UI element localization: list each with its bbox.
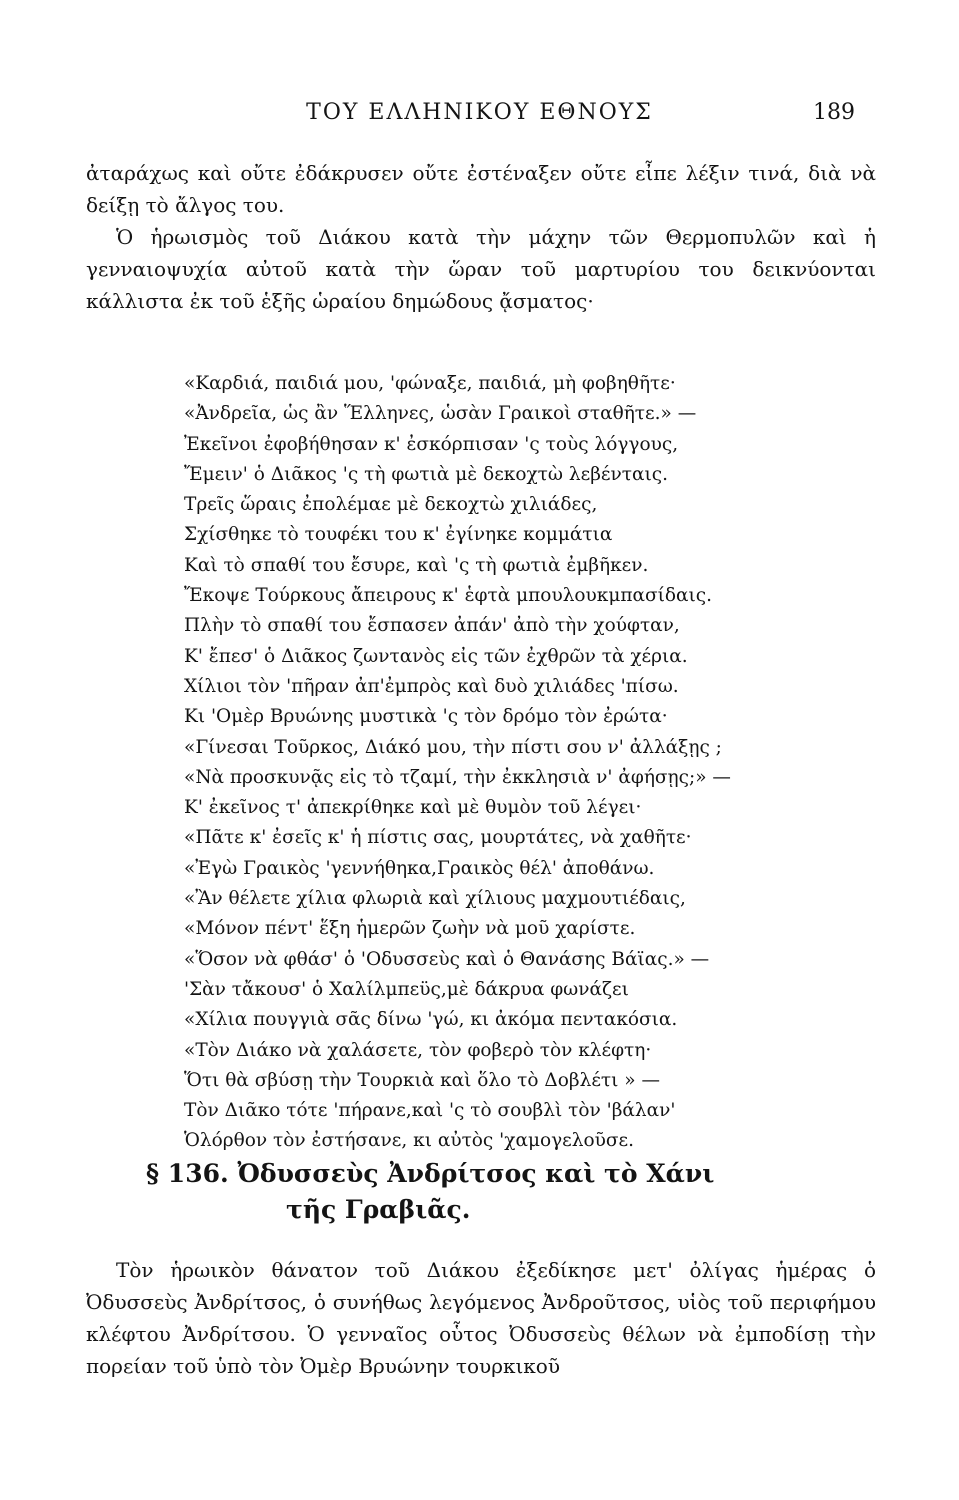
poem-line: «Ἂν θέλετε χίλια φλωριὰ καὶ χίλιους μαχμουτιέδαις,	[184, 888, 686, 910]
poem-line: Πλὴν τὸ σπαθί του ἔσπασεν ἀπάν' ἀπὸ τὴν χούφταν,	[184, 615, 680, 637]
section-symbol: §	[146, 1159, 160, 1188]
poem-line: Τὸν Διᾶκο τότε 'πήρανε,καὶ 'ς τὸ σουβλὶ τὸν 'βάλαν'	[184, 1100, 676, 1122]
section-heading	[146, 1156, 846, 1228]
intro-paragraph-2: Ὁ ἡρωισμὸς τοῦ Διάκου κατὰ τὴν μάχην τῶν Θερμοπυλῶν καὶ ἡ γενναιοψυχία αὐτοῦ κατὰ τὴν ὥραν τοῦ μαρτυρίου του δεικνύονται κάλλιστα ἐκ τοῦ ἑξῆς ὡραίου δημώδους ᾄσματος·	[86, 225, 876, 313]
poem-line: «Ἐγὼ Γραικὸς 'γεννήθηκα,Γραικὸς θέλ' ἀποθάνω.	[184, 857, 655, 879]
section-title-line-1: Ὀδυσσεὺς Ἀνδρίτσος καὶ τὸ Χάνι	[237, 1159, 715, 1188]
poem-line: Ὁλόρθον τὸν ἐστήσανε, κι αὐτὸς 'χαμογελοῦσε.	[184, 1130, 634, 1152]
intro-paragraph-1: ἀταράχως καὶ οὔτε ἐδάκρυσεν οὔτε ἐστέναξεν οὔτε εἶπε λέξιν τινά, διὰ νὰ δείξῃ τὸ ἄλγος του.	[86, 161, 876, 217]
closing-text	[86, 1254, 876, 1382]
running-head	[0, 100, 959, 136]
intro-text	[86, 157, 876, 317]
poem-line: «Τὸν Διάκο νὰ χαλάσετε, τὸν φοβερὸ τὸν κλέφτη·	[184, 1039, 652, 1061]
section-title-line-2: τῆς Γραβιᾶς.	[286, 1195, 471, 1224]
poem-line: Σχίσθηκε τὸ τουφέκι του κ' ἐγίνηκε κομμάτια	[184, 524, 613, 546]
poem-line: «Νὰ προσκυνᾷς εἰς τὸ τζαμί, τὴν ἐκκλησιὰ ν' ἀφήσῃς;» —	[184, 766, 731, 788]
running-title: ΤΟΥ ΕΛΛΗΝΙΚΟΥ ΕΘΝΟΥΣ	[306, 100, 653, 125]
poem-line: Τρεῖς ὥραις ἐπολέμαε μὲ δεκοχτὼ χιλιάδες,	[184, 494, 598, 516]
poem-line: Ὅτι θὰ σβύσῃ τὴν Τουρκιὰ καὶ ὅλο τὸ Δοβλέτι » —	[184, 1069, 661, 1091]
section-number: 136.	[167, 1159, 229, 1188]
poem-line: «Ἀνδρεῖα, ὡς ἂν Ἕλληνες, ὡσὰν Γραικοὶ σταθῆτε.» —	[184, 403, 697, 425]
poem-line: «Καρδιά, παιδιά μου, 'φώναξε, παιδιά, μὴ φοβηθῆτε·	[184, 373, 676, 394]
poem-line: «Γίνεσαι Τοῦρκος, Διάκό μου, τὴν πίστι σου ν' ἀλλάξῃς ;	[184, 736, 722, 758]
poem-line: Καὶ τὸ σπαθί του ἔσυρε, καὶ 'ς τὴ φωτιὰ ἐμβῆκεν.	[184, 554, 649, 576]
poem-line: Ἔκοψε Τούρκους ἄπειρους κ' ἑφτὰ μπουλουκμπασίδαις.	[184, 585, 713, 607]
poem-line: Κ' ἐκεῖνος τ' ἀπεκρίθηκε καὶ μὲ θυμὸν τοῦ λέγει·	[184, 797, 642, 819]
poem-line: «Ὅσον νὰ φθάσ' ὁ 'Οδυσσεὺς καὶ ὁ Θανάσης Βάϊας.» —	[184, 948, 710, 970]
poem-line: Ἐκεῖνοι ἐφοβήθησαν κ' ἐσκόρπισαν 'ς τοὺς λόγγους,	[184, 433, 679, 455]
folk-song-poem	[184, 369, 784, 1157]
poem-line: Κ' ἔπεσ' ὁ Διᾶκος ζωντανὸς εἰς τῶν ἐχθρῶν τὰ χέρια.	[184, 645, 688, 667]
page-number: 189	[813, 100, 855, 125]
poem-line: «Πᾶτε κ' ἐσεῖς κ' ἡ πίστις σας, μουρτάτες, νὰ χαθῆτε·	[184, 827, 692, 849]
poem-line: «Μόνον πέντ' ἕξη ἡμερῶν ζωὴν νὰ μοῦ χαρίστε.	[184, 918, 636, 940]
poem-line: 'Σὰν τἄκουσ' ὁ Χαλίλμπεϋς,μὲ δάκρυα φωνάζει	[184, 978, 629, 1000]
poem-line: Ἔμειν' ὁ Διᾶκος 'ς τὴ φωτιὰ μὲ δεκοχτὼ λεβένταις.	[184, 463, 668, 485]
closing-paragraph: Τὸν ἡρωικὸν θάνατον τοῦ Διάκου ἐξεδίκησε μετ' ὀλίγας ἡμέρας ὁ Ὀδυσσεὺς Ἀνδρίτσος, ὁ συνήθως λεγόμενος Ἀνδροῦτσος, υἱὸς τοῦ περιφήμου κλέφτου Ἀνδρίτσου. Ὁ γενναῖος οὗτος Ὀδυσσεὺς θέλων νὰ ἐμποδίσῃ τὴν πορείαν τοῦ ὑπὸ τὸν Ὀμὲρ Βρυώνην τουρκικοῦ	[86, 1258, 876, 1378]
poem-line: Κι 'Ομὲρ Βρυώνης μυστικὰ 'ς τὸν δρόμο τὸν ἐρώτα·	[184, 706, 668, 728]
poem-line: Χίλιοι τὸν 'πῆραν ἀπ'ἐμπρὸς καὶ δυὸ χιλιάδες 'πίσω.	[184, 675, 679, 697]
poem-line: «Χίλια πουγγιὰ σᾶς δίνω 'γώ, κι ἀκόμα πεντακόσια.	[184, 1009, 678, 1031]
